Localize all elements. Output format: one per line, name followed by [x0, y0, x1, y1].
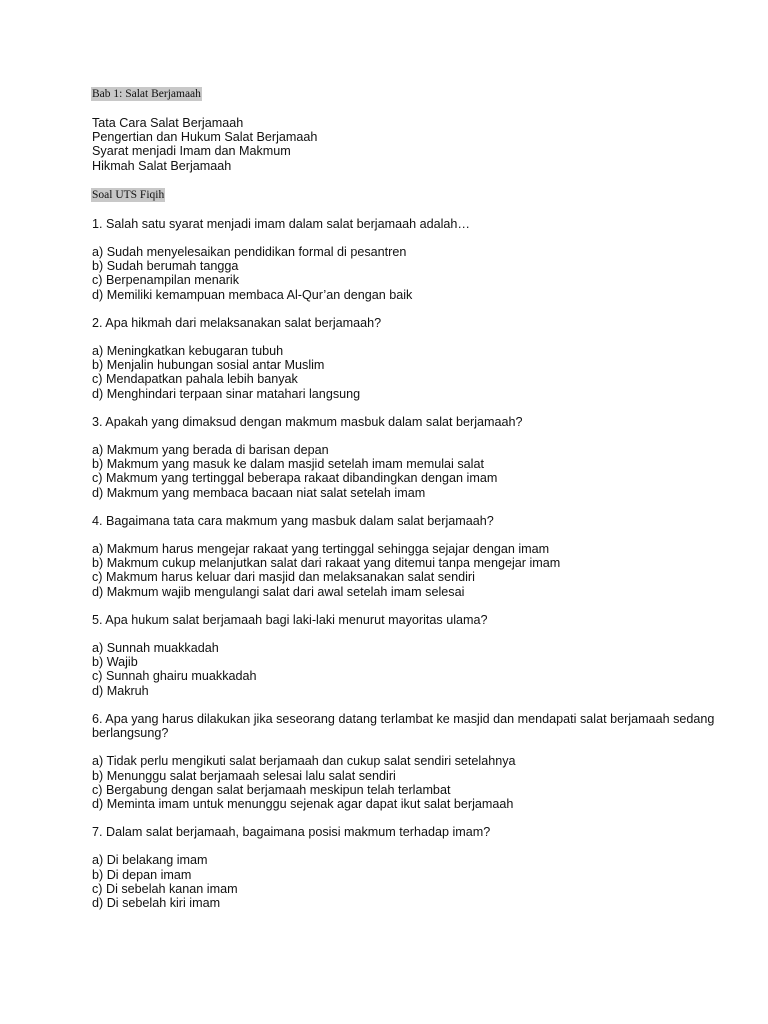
answer-option: b) Menjalin hubungan sosial antar Muslim: [92, 358, 325, 373]
answer-option: c) Sunnah ghairu muakkadah: [92, 669, 257, 684]
answer-option: c) Mendapatkan pahala lebih banyak: [92, 372, 298, 387]
answer-option: d) Meminta imam untuk menunggu sejenak agar dapat ikut salat berjamaah: [92, 796, 514, 811]
question-text: 4. Bagaimana tata cara makmum yang masbuk dalam salat berjamaah?: [92, 513, 494, 528]
answer-option: a) Sunnah muakkadah: [92, 641, 219, 656]
section-heading: Soal UTS Fiqih: [92, 188, 165, 201]
question-text: 6. Apa yang harus dilakukan jika seseorang datang terlambat ke masjid dan mendapati salat berjamaah sedang berlangsung?: [92, 711, 715, 741]
question-2: [92, 316, 732, 401]
answer-option: a) Makmum yang berada di barisan depan: [92, 443, 329, 458]
question-text: 2. Apa hikmah dari melaksanakan salat berjamaah?: [92, 315, 382, 330]
answer-option: b) Makmum cukup melanjutkan salat dari rakaat yang ditemui tanpa mengejar imam: [92, 556, 561, 571]
question-5: [92, 613, 732, 698]
answer-option: c) Di sebelah kanan imam: [92, 881, 238, 896]
topic-item: Syarat menjadi Imam dan Makmum: [92, 144, 291, 159]
spacer: [92, 811, 732, 825]
spacer: [92, 101, 732, 116]
question-6: [92, 712, 732, 811]
question-text: 1. Salah satu syarat menjadi imam dalam salat berjamaah adalah…: [92, 216, 471, 231]
spacer: [92, 302, 732, 316]
answer-option: c) Berpenampilan menarik: [92, 273, 239, 288]
topic-item: Hikmah Salat Berjamaah: [92, 158, 232, 173]
answer-option: d) Di sebelah kiri imam: [92, 895, 221, 910]
answer-option: d) Memiliki kemampuan membaca Al-Qur’an dengan baik: [92, 287, 413, 302]
question-text: 7. Dalam salat berjamaah, bagaimana posisi makmum terhadap imam?: [92, 825, 491, 840]
topic-item: Tata Cara Salat Berjamaah: [92, 116, 244, 130]
spacer: [92, 599, 732, 613]
answer-option: c) Bergabung dengan salat berjamaah meskipun telah terlambat: [92, 782, 451, 797]
spacer: [92, 173, 732, 187]
answer-option: a) Tidak perlu mengikuti salat berjamaah dan cukup salat sendiri setelahnya: [92, 754, 516, 769]
answer-option: b) Menunggu salat berjamaah selesai lalu salat sendiri: [92, 768, 396, 783]
question-4: [92, 514, 732, 599]
answer-option: b) Di depan imam: [92, 867, 192, 882]
answer-option: d) Makmum yang membaca bacaan niat salat setelah imam: [92, 485, 426, 500]
answer-option: b) Sudah berumah tangga: [92, 259, 239, 274]
answer-option: b) Wajib: [92, 655, 138, 670]
document-content: [92, 86, 732, 910]
answer-option: a) Di belakang imam: [92, 853, 208, 868]
chapter-heading: Bab 1: Salat Berjamaah: [92, 88, 201, 100]
spacer: [92, 698, 732, 712]
question-text: 5. Apa hukum salat berjamaah bagi laki-laki menurut mayoritas ulama?: [92, 612, 488, 627]
answer-option: d) Makruh: [92, 683, 149, 698]
topic-list: [92, 116, 732, 173]
spacer: [92, 401, 732, 415]
answer-option: a) Makmum harus mengejar rakaat yang tertinggal sehingga sejajar dengan imam: [92, 542, 550, 557]
answer-option: a) Sudah menyelesaikan pendidikan formal di pesantren: [92, 245, 407, 260]
spacer: [92, 500, 732, 514]
question-3: [92, 415, 732, 500]
spacer: [92, 202, 732, 217]
question-7: [92, 825, 732, 910]
answer-option: c) Makmum harus keluar dari masjid dan melaksanakan salat sendiri: [92, 570, 475, 585]
answer-option: d) Makmum wajib mengulangi salat dari awal setelah imam selesai: [92, 584, 465, 599]
answer-option: c) Makmum yang tertinggal beberapa rakaat dibandingkan dengan imam: [92, 471, 498, 486]
answer-option: a) Meningkatkan kebugaran tubuh: [92, 344, 284, 359]
answer-option: d) Menghindari terpaan sinar matahari langsung: [92, 386, 361, 401]
topic-item: Pengertian dan Hukum Salat Berjamaah: [92, 130, 318, 145]
question-1: [92, 217, 732, 302]
question-text: 3. Apakah yang dimaksud dengan makmum masbuk dalam salat berjamaah?: [92, 414, 523, 429]
answer-option: b) Makmum yang masuk ke dalam masjid setelah imam memulai salat: [92, 457, 484, 472]
